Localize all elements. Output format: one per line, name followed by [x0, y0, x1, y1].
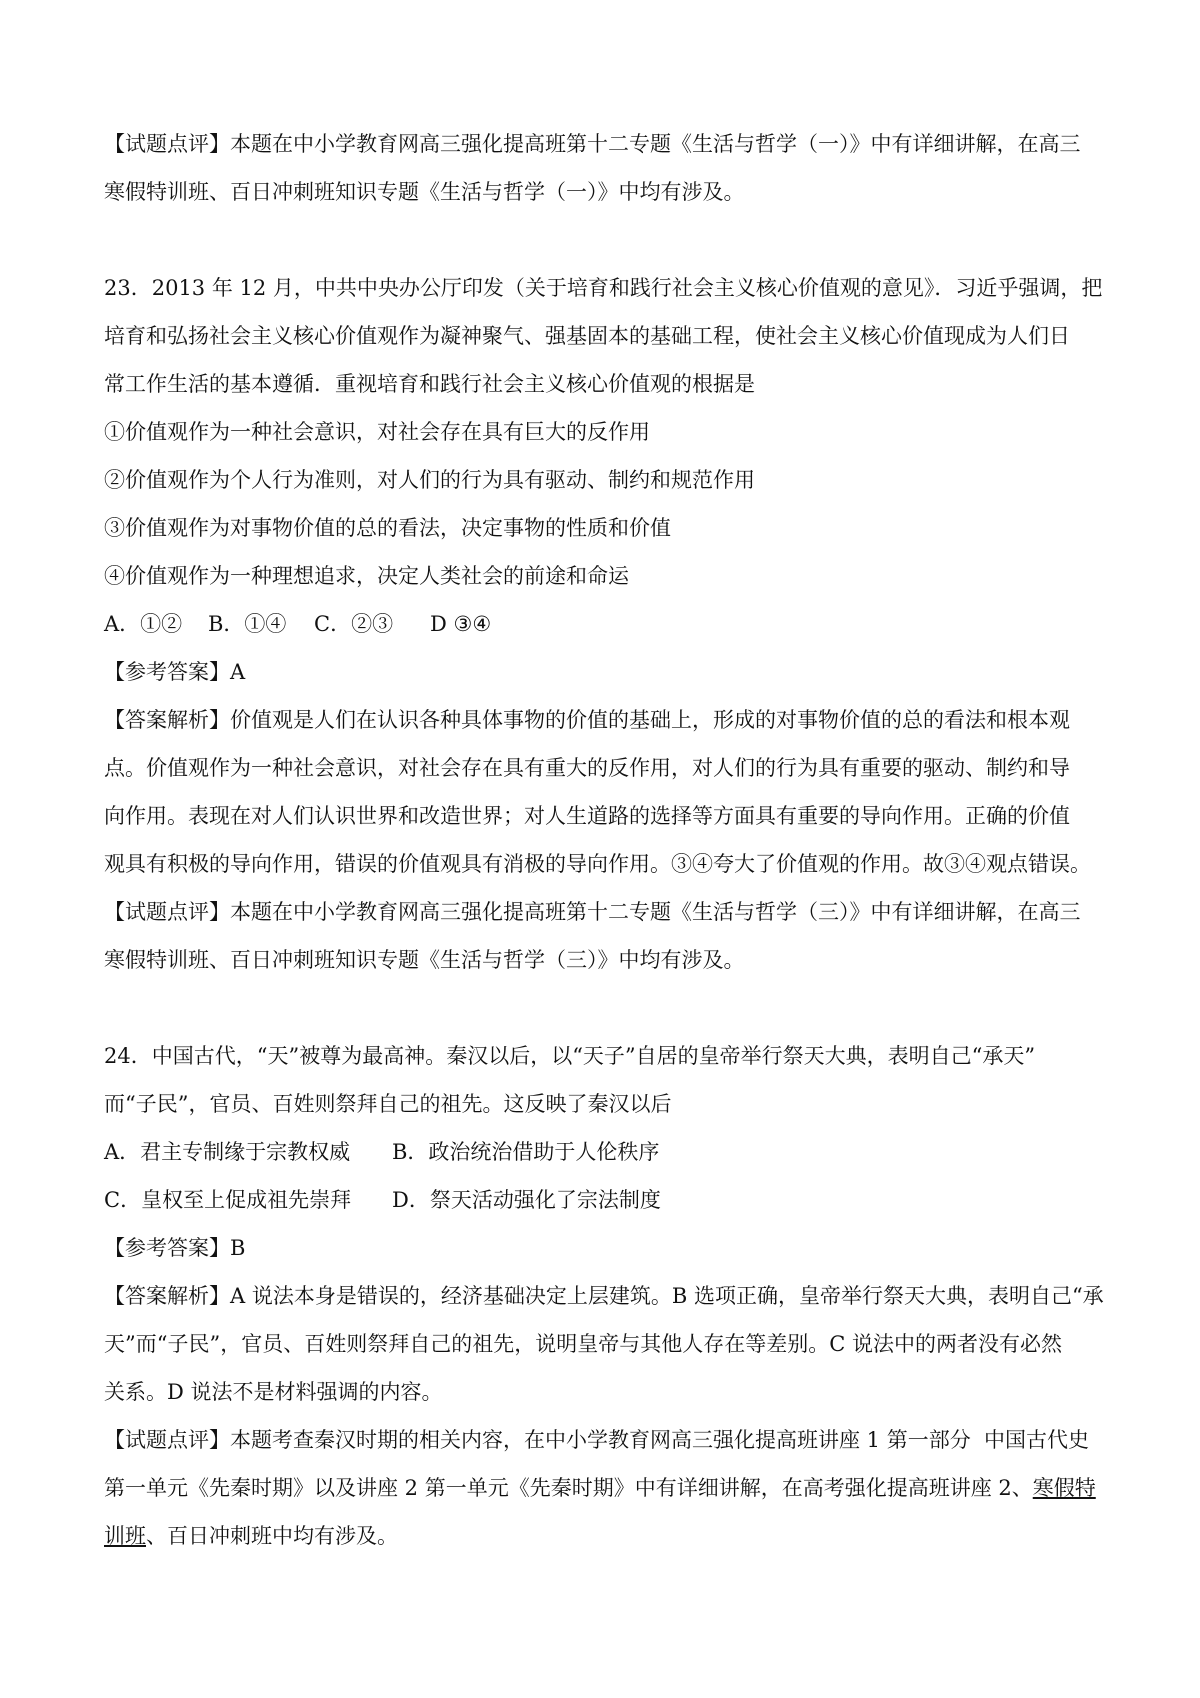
question-stem-line: 常工作生活的基本遵循．重视培育和践行社会主义核心价值观的根据是 [104, 372, 755, 396]
comment-line: 【试题点评】本题考查秦汉时期的相关内容，在中小学教育网高三强化提高班讲座 1 第一部分 中国古代史 [104, 1428, 1090, 1452]
analysis-line: 天”而“子民”，官员、百姓则祭拜自己的祖先，说明皇帝与其他人存在等差别。C 说法中的两者没有必然 [104, 1332, 1062, 1356]
option-c: C．皇权至上促成祖先崇拜 [104, 1188, 352, 1212]
question-23 [104, 264, 1110, 984]
analysis-line: 【答案解析】价值观是人们在认识各种具体事物的价值的基础上，形成的对事物价值的总的看法和根本观 [104, 708, 1070, 732]
underlined-text: 寒假特 [1032, 1476, 1096, 1500]
document-page [104, 120, 1110, 1560]
statement-1: ①价值观作为一种社会意识，对社会存在具有巨大的反作用 [104, 420, 650, 444]
comment-line: 寒假特训班、百日冲刺班知识专题《生活与哲学（三）》中均有涉及。 [104, 948, 745, 972]
comment-line [104, 1512, 1110, 1560]
option-d: D．祭天活动强化了宗法制度 [392, 1188, 661, 1212]
comment-line: 寒假特训班、百日冲刺班知识专题《生活与哲学（一）》中均有涉及。 [104, 180, 745, 204]
comment-text: 、百日冲刺班中均有涉及。 [146, 1524, 398, 1548]
question-stem-line: 23．2013 年 12 月，中共中央办公厅印发（关于培育和践行社会主义核心价值观的意见》．习近乎强调，把 [104, 276, 1103, 300]
comment-line: 【试题点评】本题在中小学教育网高三强化提高班第十二专题《生活与哲学（三）》中有详细讲解，在高三 [104, 900, 1081, 924]
underlined-text: 训班 [104, 1524, 146, 1548]
option-b: B．政治统治借助于人伦秩序 [392, 1140, 660, 1164]
options-row [104, 600, 1110, 648]
option-b: B．①④ [208, 612, 287, 636]
comment-line [104, 1464, 1110, 1512]
question-stem-line: 而“子民”，官员、百姓则祭拜自己的祖先。这反映了秦汉以后 [104, 1092, 672, 1116]
reference-answer: 【参考答案】B [104, 1236, 246, 1260]
options-row [104, 1176, 1110, 1224]
option-d: D ③④ [430, 612, 492, 636]
question-stem-line: 培育和弘扬社会主义核心价值观作为凝神聚气、强基固本的基础工程，使社会主义核心价值现成为人们日 [104, 324, 1070, 348]
option-c: C．②③ [314, 612, 394, 636]
statement-4: ④价值观作为一种理想追求，决定人类社会的前途和命运 [104, 564, 629, 588]
comment-block-22 [104, 120, 1110, 216]
question-stem-line: 24．中国古代，“天”被尊为最高神。秦汉以后，以“天子”自居的皇帝举行祭天大典，表明自己“承天” [104, 1044, 1036, 1068]
analysis-line: 点。价值观作为一种社会意识，对社会存在具有重大的反作用，对人们的行为具有重要的驱动、制约和导 [104, 756, 1070, 780]
statement-2: ②价值观作为个人行为准则，对人们的行为具有驱动、制约和规范作用 [104, 468, 755, 492]
analysis-line: 观具有积极的导向作用，错误的价值观具有消极的导向作用。③④夸大了价值观的作用。故③④观点错误。 [104, 852, 1091, 876]
option-a: A．君主专制缘于宗教权威 [104, 1140, 351, 1164]
options-row [104, 1128, 1110, 1176]
reference-answer: 【参考答案】A [104, 660, 246, 684]
option-a: A．①② [104, 612, 183, 636]
analysis-line: 【答案解析】A 说法本身是错误的，经济基础决定上层建筑。B 选项正确，皇帝举行祭天大典，表明自己“承 [104, 1284, 1104, 1308]
question-24 [104, 1032, 1110, 1560]
analysis-line: 关系。D 说法不是材料强调的内容。 [104, 1380, 443, 1404]
analysis-line: 向作用。表现在对人们认识世界和改造世界；对人生道路的选择等方面具有重要的导向作用。正确的价值 [104, 804, 1070, 828]
comment-text: 第一单元《先秦时期》以及讲座 2 第一单元《先秦时期》中有详细讲解，在高考强化提高班讲座 2、 [104, 1476, 1033, 1500]
comment-line: 【试题点评】本题在中小学教育网高三强化提高班第十二专题《生活与哲学（一）》中有详细讲解，在高三 [104, 132, 1081, 156]
statement-3: ③价值观作为对事物价值的总的看法，决定事物的性质和价值 [104, 516, 671, 540]
